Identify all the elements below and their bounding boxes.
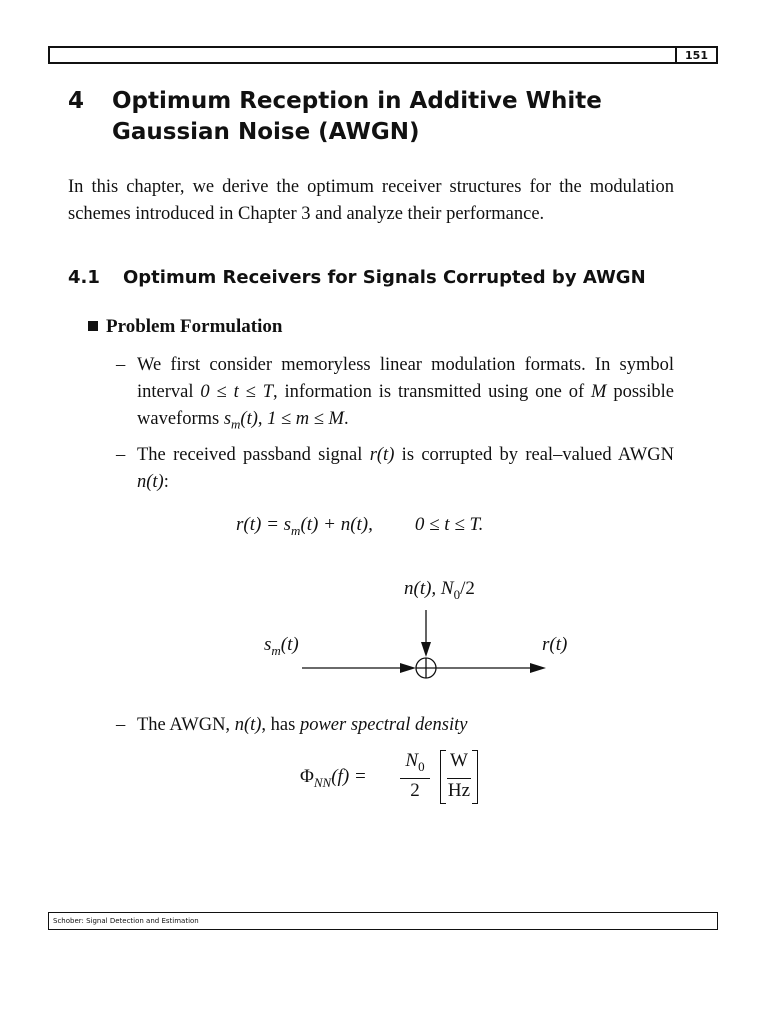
item-text: , information is transmitted using one of [272, 382, 592, 402]
equation-psd [300, 748, 500, 808]
bullet-square-icon [88, 321, 98, 331]
output-label: r(t) [542, 634, 568, 655]
item-text: is corrupted by real–valued AWGN [394, 445, 674, 465]
equation-received-signal [236, 512, 483, 544]
list-item [116, 712, 674, 739]
dash-icon: – [116, 355, 126, 375]
eq-sub: m [291, 522, 301, 538]
item-text: The received passband signal [137, 445, 370, 465]
eq-condition: 0 ≤ t ≤ T. [414, 514, 484, 535]
dash-icon: – [116, 445, 126, 465]
inline-math: 0 ≤ t ≤ T [200, 382, 273, 402]
input-arrow-head-icon [400, 663, 416, 673]
unit-denominator: Hz [447, 780, 471, 801]
item-text: We first consider memoryless linear modulation formats. In symbol interval [137, 355, 674, 402]
fraction-bar [400, 778, 430, 779]
unit-numerator: W [450, 750, 468, 771]
page-number: 151 [675, 48, 708, 63]
chapter-title: Optimum Reception in Additive White Gaussian Noise (AWGN) [112, 88, 602, 145]
psd-lhs: $\Phi_{NN}(f)$ = [300, 766, 367, 790]
inline-math: M [591, 382, 607, 402]
subsection-heading [88, 314, 282, 340]
footer-text: Schober: Signal Detection and Estimation [53, 917, 199, 925]
intro-paragraph: In this chapter, we derive the optimum receiver structures for the modulation schemes introduced in Chapter 3 and analyze their performance. [68, 177, 674, 224]
item-text: , has [261, 715, 300, 735]
input-label: $s_m(t)$ [264, 634, 299, 658]
section-number: 4.1 [68, 267, 100, 288]
unit-fraction-bar [447, 778, 471, 779]
section-title: Optimum Receivers for Signals Corrupted by AWGN [123, 267, 646, 288]
list-item [116, 442, 674, 496]
inline-math-sub: m [231, 416, 241, 432]
dash-icon: – [116, 715, 126, 735]
chapter-number: 4 [68, 88, 85, 114]
psd-denominator: 2 [410, 780, 420, 801]
inline-math: n(t) [234, 715, 262, 735]
item-text: : [163, 472, 169, 492]
item-text: The AWGN, [137, 715, 235, 735]
eq-part: (t) + n(t), [300, 514, 373, 535]
emphasis-text: power spectral density [299, 715, 468, 735]
item-text: possible waveforms [137, 382, 674, 429]
psd-numerator: $N_0$ [405, 750, 425, 774]
inline-math: (t) [240, 409, 258, 429]
item-text: . [343, 409, 349, 429]
subsection-title: Problem Formulation [106, 316, 283, 337]
noise-arrow-head-icon [421, 642, 431, 657]
awgn-channel-diagram [240, 570, 600, 690]
output-arrow-head-icon [530, 663, 546, 673]
noise-label: n(t), $N_0/2$ [404, 578, 475, 602]
header-bar [48, 46, 718, 64]
inline-math: s [223, 409, 232, 429]
inline-math: 1 ≤ m ≤ M [267, 409, 344, 429]
list-item [116, 352, 674, 438]
eq-part: r(t) = s [236, 514, 292, 535]
inline-math: n(t) [137, 472, 164, 492]
inline-math: r(t) [369, 445, 395, 465]
footer-bar [48, 912, 718, 930]
item-text: , [257, 409, 268, 429]
